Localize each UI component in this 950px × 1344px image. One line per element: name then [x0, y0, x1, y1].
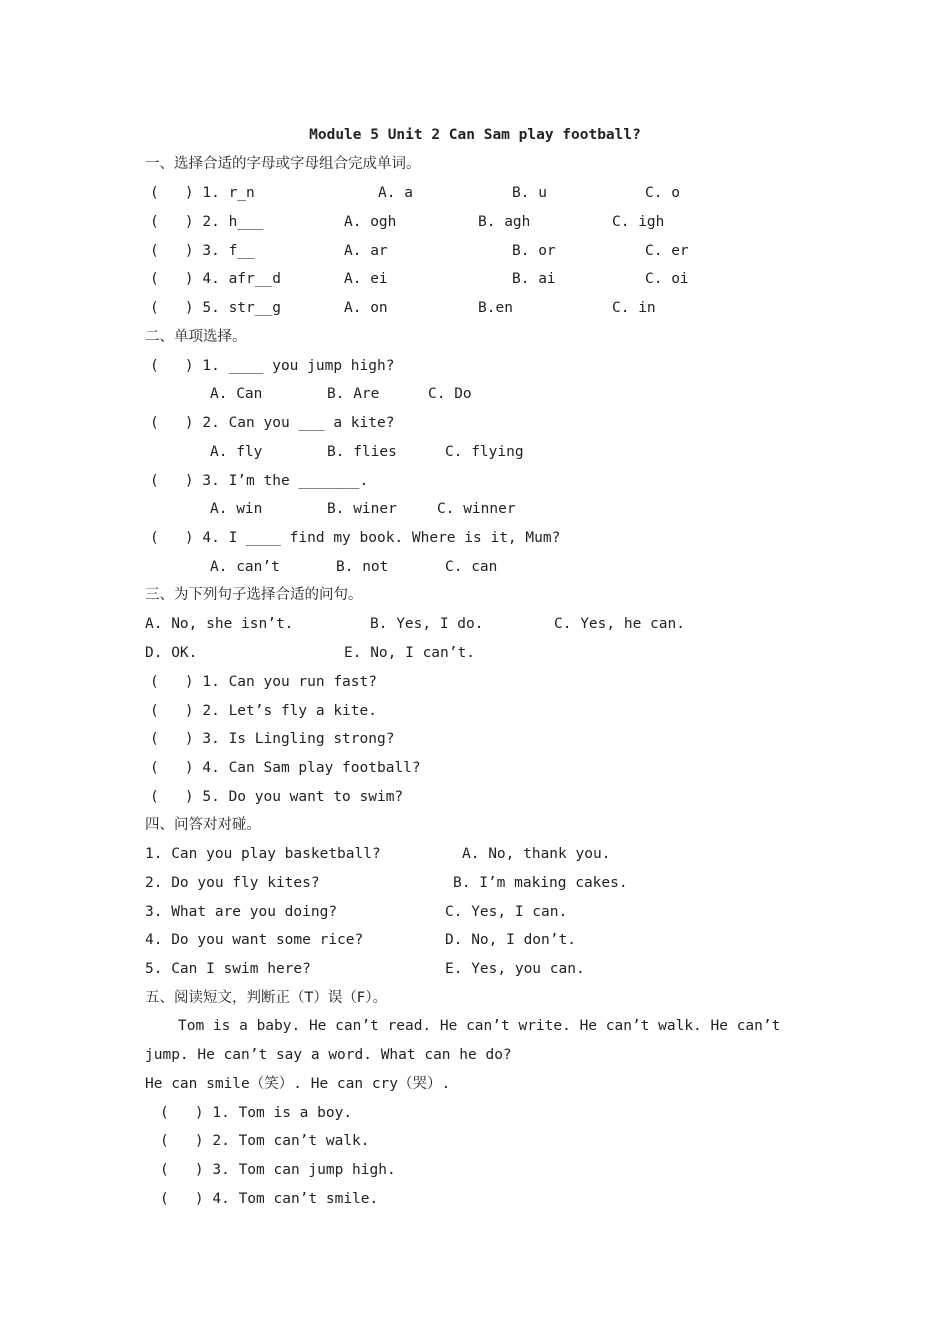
s2-q4-option-b: B. not — [336, 559, 389, 575]
s2-q2: ( ) 2. Can you ___ a kite? — [150, 415, 395, 431]
passage-line-3: He can smile（笑）. He can cry（哭）. — [145, 1076, 451, 1092]
s5-q2: ( ) 2. Tom can’t walk. — [160, 1133, 370, 1149]
s1-q5-option-a: A. on — [344, 300, 388, 316]
section3-heading: 三、为下列句子选择合适的问句。 — [145, 587, 363, 603]
s4-a3: C. Yes, I can. — [445, 904, 568, 920]
s3-option-b: B. Yes, I do. — [370, 616, 484, 632]
s3-option-c: C. Yes, he can. — [554, 616, 685, 632]
s5-q3: ( ) 3. Tom can jump high. — [160, 1162, 396, 1178]
section2-heading: 二、单项选择。 — [145, 329, 247, 345]
s3-q4: ( ) 4. Can Sam play football? — [150, 760, 421, 776]
s2-q1-option-b: B. Are — [327, 386, 380, 402]
s1-q4-option-c: C. oi — [645, 271, 689, 287]
passage-line-1: Tom is a baby. He can’t read. He can’t write. He can’t walk. He can’t — [178, 1018, 781, 1034]
s1-q2-option-b: B. agh — [478, 214, 531, 230]
s1-q5: ( ) 5. str__g — [150, 300, 281, 316]
s1-q3-option-a: A. ar — [344, 243, 388, 259]
s4-a4: D. No, I don’t. — [445, 932, 576, 948]
s5-q4: ( ) 4. Tom can’t smile. — [160, 1191, 379, 1207]
s2-q3-option-c: C. winner — [437, 501, 516, 517]
s2-q3: ( ) 3. I’m the _______. — [150, 473, 369, 489]
s4-q2: 2. Do you fly kites? — [145, 875, 320, 891]
s3-q2: ( ) 2. Let’s fly a kite. — [150, 703, 377, 719]
s1-q4-option-b: B. ai — [512, 271, 556, 287]
s1-q4: ( ) 4. afr__d — [150, 271, 281, 287]
page-title: Module 5 Unit 2 Can Sam play football? — [309, 127, 641, 143]
s1-q5-option-c: C. in — [612, 300, 656, 316]
s2-q2-option-c: C. flying — [445, 444, 524, 460]
s2-q4-option-c: C. can — [445, 559, 498, 575]
s2-q3-option-a: A. win — [210, 501, 263, 517]
s1-q1-option-a: A. a — [378, 185, 413, 201]
s1-q3: ( ) 3. f__ — [150, 243, 255, 259]
s5-q1: ( ) 1. Tom is a boy. — [160, 1105, 353, 1121]
s2-q3-option-b: B. winer — [327, 501, 397, 517]
s1-q1-option-c: C. o — [645, 185, 680, 201]
s4-a2: B. I’m making cakes. — [453, 875, 628, 891]
s4-q3: 3. What are you doing? — [145, 904, 338, 920]
s4-a1: A. No, thank you. — [462, 846, 611, 862]
s4-a5: E. Yes, you can. — [445, 961, 585, 977]
s4-q4: 4. Do you want some rice? — [145, 932, 364, 948]
s1-q4-option-a: A. ei — [344, 271, 388, 287]
s1-q2: ( ) 2. h___ — [150, 214, 264, 230]
s1-q1-option-b: B. u — [512, 185, 547, 201]
s3-option-d: D. OK. — [145, 645, 198, 661]
s2-q1-option-a: A. Can — [210, 386, 263, 402]
s2-q1: ( ) 1. ____ you jump high? — [150, 358, 395, 374]
s2-q1-option-c: C. Do — [428, 386, 472, 402]
s1-q2-option-c: C. igh — [612, 214, 665, 230]
s4-q5: 5. Can I swim here? — [145, 961, 311, 977]
s4-q1: 1. Can you play basketball? — [145, 846, 381, 862]
s2-q4: ( ) 4. I ____ find my book. Where is it, Mum? — [150, 530, 561, 546]
passage-line-2: jump. He can’t say a word. What can he do? — [145, 1047, 512, 1063]
s2-q2-option-b: B. flies — [327, 444, 397, 460]
s1-q3-option-b: B. or — [512, 243, 556, 259]
s1-q3-option-c: C. er — [645, 243, 689, 259]
s2-q4-option-a: A. can’t — [210, 559, 280, 575]
section4-heading: 四、问答对对碰。 — [145, 817, 261, 833]
section5-heading: 五、阅读短文，判断正（T）误（F）。 — [145, 990, 387, 1006]
section1-heading: 一、选择合适的字母或字母组合完成单词。 — [145, 156, 421, 172]
s1-q2-option-a: A. ogh — [344, 214, 397, 230]
s3-q5: ( ) 5. Do you want to swim? — [150, 789, 404, 805]
s1-q5-option-b: B.en — [478, 300, 513, 316]
s3-option-e: E. No, I can’t. — [344, 645, 475, 661]
s1-q1: ( ) 1. r_n — [150, 185, 255, 201]
s3-option-a: A. No, she isn’t. — [145, 616, 294, 632]
s2-q2-option-a: A. fly — [210, 444, 263, 460]
s3-q1: ( ) 1. Can you run fast? — [150, 674, 377, 690]
s3-q3: ( ) 3. Is Lingling strong? — [150, 731, 395, 747]
